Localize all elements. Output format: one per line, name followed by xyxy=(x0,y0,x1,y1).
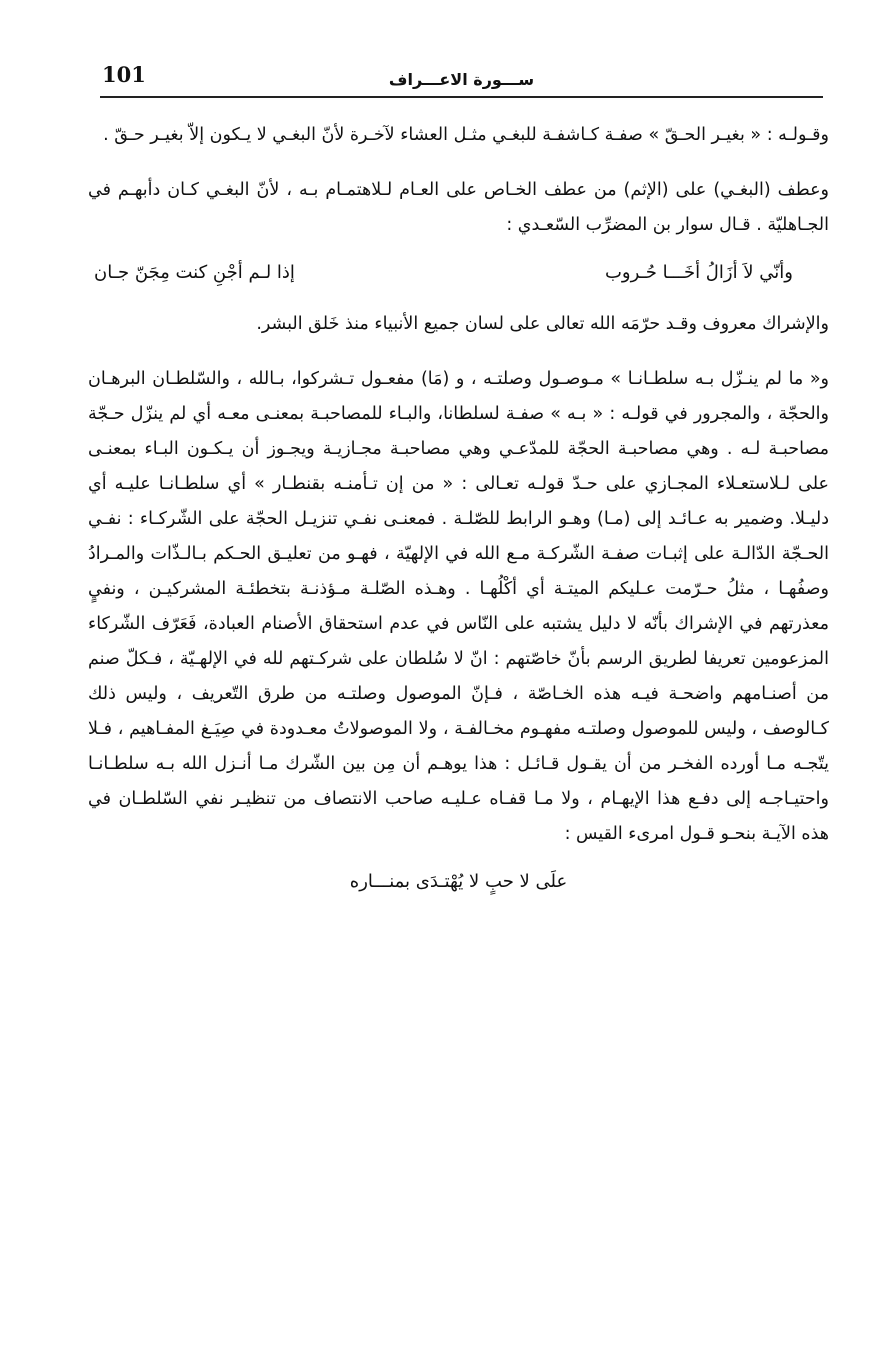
verse-left-hemistich: إذا لـم أجْنِ كنت مِجَنّ جـان xyxy=(94,262,295,283)
paragraph-4: و« ما لم ينـزّل بـه سلطـانـا » مـوصـول وصلتـه ، و (مَا) مفعـول تـشركوا، بـالله ، والسّلطـان البرهـان والحجّة ، والمجرور في قولـه : « بـه » صفـة لسلطانا، والبـاء للمصاحبـة بمعنـى معـه أي لم ينزّل حـجّة مصاحبـة لـه . وهي مصاحبـة الحجّة للمدّعـي وهي مصاحبـة مجـازيـة ويجـوز أن يـكـون البـاء بمعنـى على لـلاستعـلاء المجـازي على حـدّ قولـه تعـالى : « من إن تـأمنـه بقنطـار » أي سلطـانـا عليـه أي دليـلا. وضمير به عـائـد إلى (مـا) وهـو الرابط للصّلـة . فمعنـى نفـي تنزيـل الحجّة على الشّركـاء : نفـي الحـجّة الدّالـة على إثبـات صفـة الشّركـة مـع الله في الإلهيّة ، فهـو من تعليـق الحـكم بـالـذّات والمـرادُ وصفُهـا ، مثلُ حـرّمت عـليكم الميتـة أي أكْلُهـا . وهـذه الصّلـة مـؤذنـة بتخطئـة المشركيـن ، ونفيٍ معذرتهم في الإشراك بأنّه لا دليل يشتبه على النّاس في عدم استحقاق الأصنام العبادة، فَعَرّف الشّركاء المزعومين تعريفا لطريق الرسم بأنّ خاصّتهم : انّ لا سُلطان على شركـتهم لله في الإلهـيّة ، فـكلّ صنم من أصنـامهم واضحـة فيـه هذه الخـاصّة ، فـإنّ الموصول وصلتـه من طرق التّعريف ، وليس ذلك كـالوصف ، وليس للموصول وصلتـه مفهـوم مخـالفـة ، ولا الموصولاتُ معـدودة في صِيَـغ المفـاهيم ، فـلا يتّجـه مـا أورده الفخـر من أن يقـول قـائـل : هذا يوهـم أن مِن بين الشّرك مـا أنـزل الله بـه سلطـانـا واحتيـاجـه إلى دفـع هذا الإيهـام ، ولا مـا قفـاه عـليـه صاحب الانتصاف من تنظيـر نفي السّلطـان في هذه الآيـة بنحـو قـول امرىء القيس : xyxy=(88,369,829,844)
paragraph-3: والإشراك معروف وقـد حرّمَه الله تعالى على لسان جميع الأنبياء منذ خَلق البشر. xyxy=(256,314,829,334)
page-body xyxy=(88,118,829,902)
page-header xyxy=(100,60,823,98)
poetry-verse xyxy=(88,253,829,293)
paragraph-2: وعطف (البغـي) على (الإثم) من عطف الخـاص على العـام لـلاهتمـام بـه ، لأنّ البغـي كـان دأبهـم في الجـاهليّة . قـال سوار بن المضرِّب السّعـدي : xyxy=(88,180,829,235)
page-number: 101 xyxy=(102,62,146,87)
poetry-quote: علَى لا حبٍ لا يُهْتـدَى بمنـــاره xyxy=(349,871,568,892)
verse-right-hemistich: وأنّي لاَ أزَالُ أخَـــا حُـروب xyxy=(604,262,793,283)
surah-title: ســـورة الاعـــراف xyxy=(388,70,535,89)
paragraph-1: وقـولـه : « بغيـر الحـقّ » صفـة كـاشفـة للبغـي مثـل العشاء لآخـرة لأنّ البغـي لا يـكون إلاّ بغيـر حـقّ . xyxy=(103,125,829,145)
